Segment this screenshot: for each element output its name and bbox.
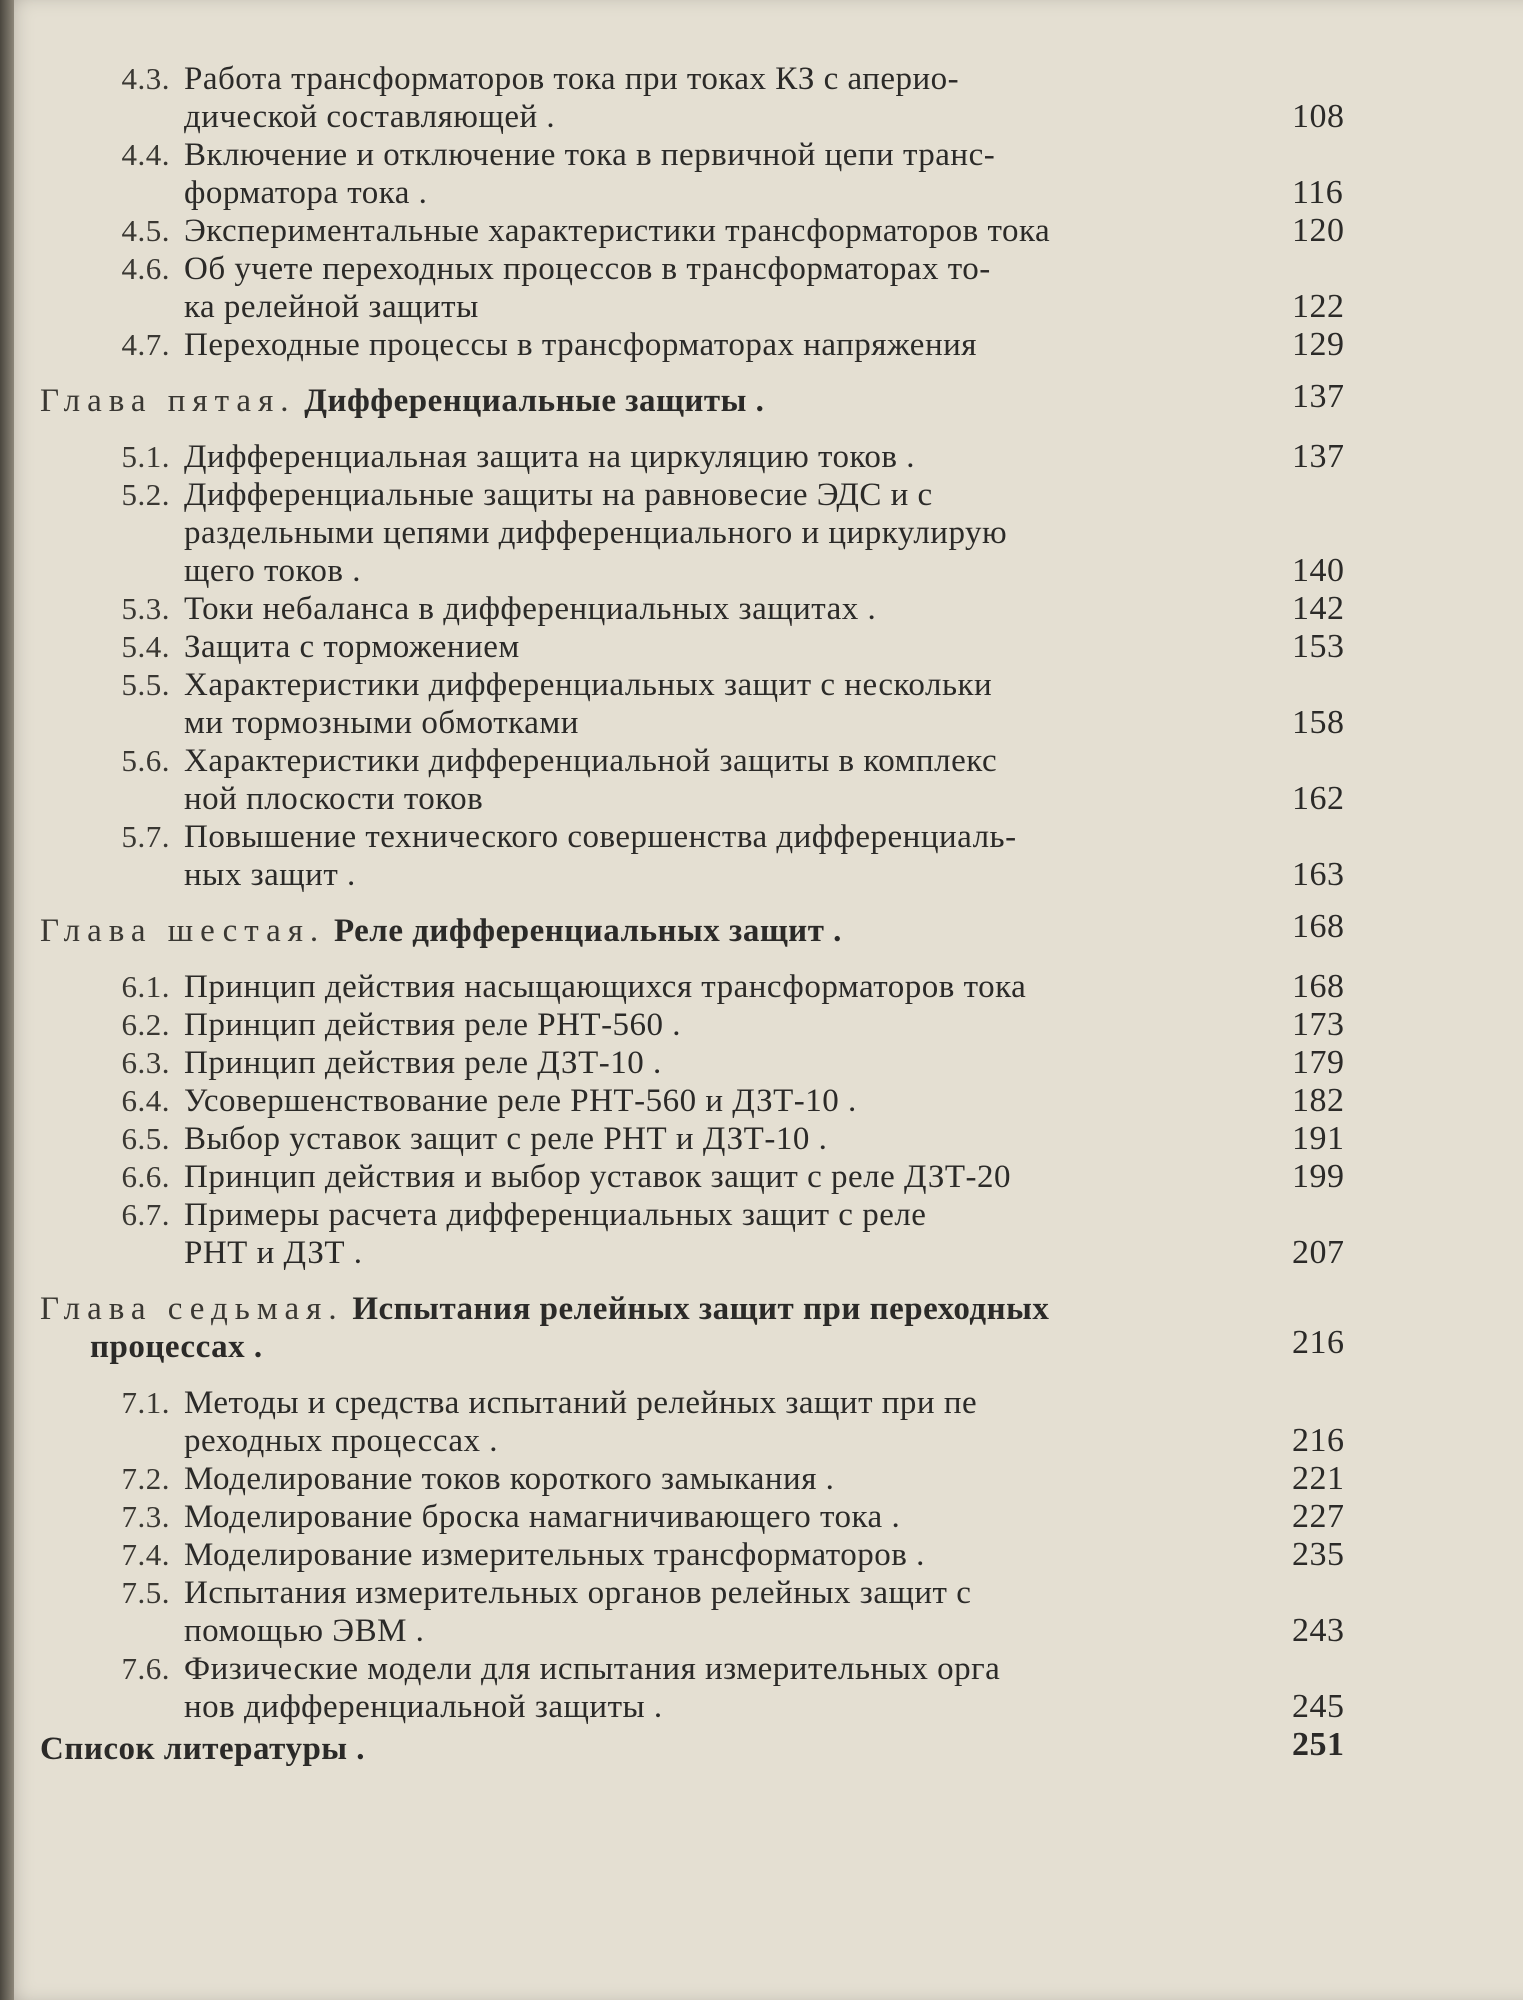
section-title (184, 1650, 1254, 1726)
page-number: 207 (1292, 1234, 1345, 1271)
toc-entry (40, 1120, 1370, 1158)
page-number: 142 (1292, 590, 1345, 627)
chapter-name: Реле дифференциальных защит . (333, 913, 842, 949)
section-number: 5.7. (121, 819, 170, 854)
page-number: 153 (1292, 628, 1345, 665)
page-number: 251 (1292, 1726, 1345, 1763)
section-title-line: Испытания измерительных органов релейных защит с (184, 1575, 972, 1611)
page-number: 168 (1292, 908, 1345, 945)
toc-entry (40, 1082, 1370, 1120)
toc-entry (40, 1574, 1370, 1650)
section-number: 6.7. (121, 1197, 170, 1232)
section-title (184, 1044, 1254, 1082)
page-number: 129 (1292, 326, 1345, 363)
book-spine (0, 0, 14, 2000)
section-number: 7.1. (121, 1385, 170, 1420)
toc-entry (40, 968, 1370, 1006)
page-number: 179 (1292, 1044, 1345, 1081)
section-title (184, 1498, 1254, 1536)
bibliography-entry (40, 1726, 1370, 1768)
page-number: 245 (1292, 1688, 1345, 1725)
section-number: 4.7. (121, 327, 170, 362)
chapter-label: Глава шестая. (40, 913, 326, 949)
section-title (184, 590, 1254, 628)
chapter-title (40, 382, 1240, 420)
section-title-line: ка релейной защиты (184, 289, 479, 325)
section-title-line: Об учете переходных процессов в трансформаторах то- (184, 251, 991, 287)
section-title-line: раздельными цепями дифференциального и циркулирую (184, 515, 1008, 551)
chapter-name: Испытания релейных защит при переходных (352, 1291, 1050, 1327)
page-number: 191 (1292, 1120, 1345, 1157)
section-number: 6.5. (121, 1121, 170, 1156)
toc-entry (40, 438, 1370, 476)
section-number: 6.2. (121, 1007, 170, 1042)
section-title-line: Защита с торможением (184, 629, 520, 665)
section-title (184, 212, 1254, 250)
toc-entry (40, 1498, 1370, 1536)
section-title-line: ных защит . (184, 857, 356, 893)
section-title-line: Принцип действия и выбор уставок защит с реле ДЗТ-20 (184, 1159, 1012, 1195)
toc-entry (40, 476, 1370, 590)
section-title-line: Принцип действия насыщающихся трансформаторов тока (184, 969, 1027, 1005)
toc-entry (40, 1196, 1370, 1272)
section-title-line: Выбор уставок защит с реле РНТ и ДЗТ-10 . (184, 1121, 828, 1157)
section-title-line: Характеристики дифференциальных защит с нескольки (184, 667, 993, 703)
section-title (184, 1120, 1254, 1158)
chapter-title (40, 912, 1240, 950)
toc-entry (40, 326, 1370, 364)
section-number: 5.2. (121, 477, 170, 512)
section-number: 7.4. (121, 1537, 170, 1572)
toc-entry (40, 590, 1370, 628)
section-title (184, 818, 1254, 894)
chapter-title (40, 1290, 1240, 1366)
section-title (184, 60, 1254, 136)
section-title-line: щего токов . (184, 553, 361, 589)
chapter-heading (40, 1290, 1370, 1366)
toc-entry (40, 1006, 1370, 1044)
page-number: 140 (1292, 552, 1345, 589)
section-number: 5.3. (121, 591, 170, 626)
section-title-line: Работа трансформаторов тока при токах КЗ с апериo- (184, 61, 960, 97)
page-number: 116 (1292, 174, 1344, 211)
page-number: 199 (1292, 1158, 1345, 1195)
section-number: 4.3. (121, 61, 170, 96)
section-title-line: Переходные процессы в трансформаторах напряжения (184, 327, 977, 363)
page-number: 235 (1292, 1536, 1345, 1573)
section-number: 6.4. (121, 1083, 170, 1118)
section-number: 5.6. (121, 743, 170, 778)
section-title (184, 1384, 1254, 1460)
section-title-line: Токи небаланса в дифференциальных защитах . (184, 591, 877, 627)
chapter-title-line (40, 912, 1240, 950)
section-title-line: реходных процессах . (184, 1423, 499, 1459)
section-title-line: Принцип действия реле ДЗТ-10 . (184, 1045, 662, 1081)
section-title (184, 1006, 1254, 1044)
toc-entry (40, 666, 1370, 742)
toc-entry (40, 136, 1370, 212)
page-number: 163 (1292, 856, 1345, 893)
section-title (184, 136, 1254, 212)
section-number: 7.2. (121, 1461, 170, 1496)
section-number: 7.6. (121, 1651, 170, 1686)
section-number: 6.6. (121, 1159, 170, 1194)
section-title (184, 1082, 1254, 1120)
section-number: 7.5. (121, 1575, 170, 1610)
page-number: 182 (1292, 1082, 1345, 1119)
section-title-line: ной плоскости токов (184, 781, 484, 817)
section-title-line: Моделирование измерительных трансформаторов . (184, 1537, 925, 1573)
chapter-name: Дифференциальные защиты . (304, 383, 765, 419)
section-title (184, 1460, 1254, 1498)
section-title-line: дической составляющей . (184, 99, 556, 135)
bibliography-name: литературы . (163, 1731, 366, 1767)
chapter-name-continued: процессах . (90, 1329, 263, 1365)
chapter-heading (40, 908, 1370, 950)
page-number: 216 (1292, 1324, 1345, 1361)
page-number: 173 (1292, 1006, 1345, 1043)
bibliography-label: Список (40, 1731, 156, 1767)
section-title (184, 628, 1254, 666)
page-number: 120 (1292, 212, 1345, 249)
page-number: 168 (1292, 968, 1345, 1005)
section-title-line: Включение и отключение тока в первичной цепи транс- (184, 137, 996, 173)
section-title (184, 666, 1254, 742)
section-title (184, 476, 1254, 590)
section-title (184, 1574, 1254, 1650)
page-number: 216 (1292, 1422, 1345, 1459)
chapter-heading (40, 378, 1370, 420)
toc-entry (40, 212, 1370, 250)
section-title-line: форматора тока . (184, 175, 428, 211)
section-number: 4.6. (121, 251, 170, 286)
section-title (184, 968, 1254, 1006)
toc-entry (40, 742, 1370, 818)
section-title-line: Экспериментальные характеристики трансформаторов тока (184, 213, 1051, 249)
toc-entry (40, 1650, 1370, 1726)
toc-entry (40, 60, 1370, 136)
section-title-line: Методы и средства испытаний релейных защит при пе (184, 1385, 978, 1421)
page-number: 162 (1292, 780, 1345, 817)
section-title (184, 1158, 1254, 1196)
chapter-title-line (40, 1290, 1240, 1328)
chapter-label: Глава седьмая. (40, 1291, 344, 1327)
section-title-line: Дифференциальная защита на циркуляцию токов . (184, 439, 915, 475)
section-number: 4.5. (121, 213, 170, 248)
section-title-line: помощью ЭВМ . (184, 1613, 425, 1649)
toc-entry (40, 1460, 1370, 1498)
section-title-line: Физические модели для испытания измерительных орга (184, 1651, 1001, 1687)
toc-entry (40, 1044, 1370, 1082)
section-title (184, 1196, 1254, 1272)
toc-entry (40, 1536, 1370, 1574)
page-number: 122 (1292, 288, 1345, 325)
chapter-label: Глава пятая. (40, 383, 296, 419)
toc-entry (40, 250, 1370, 326)
page-number: 221 (1292, 1460, 1345, 1497)
section-number: 5.5. (121, 667, 170, 702)
section-title-line: Принцип действия реле РНТ-560 . (184, 1007, 682, 1043)
section-number: 5.4. (121, 629, 170, 664)
page-number: 158 (1292, 704, 1345, 741)
page-number: 137 (1292, 438, 1345, 475)
section-number: 6.1. (121, 969, 170, 1004)
section-title (184, 326, 1254, 364)
section-number: 6.3. (121, 1045, 170, 1080)
page-number: 227 (1292, 1498, 1345, 1535)
page-number: 108 (1292, 98, 1345, 135)
chapter-title-line (40, 382, 1240, 420)
section-number: 4.4. (121, 137, 170, 172)
section-title (184, 250, 1254, 326)
section-title (184, 742, 1254, 818)
section-title-line: Моделирование броска намагничивающего тока . (184, 1499, 901, 1535)
bibliography-title (40, 1730, 1240, 1768)
toc-entry (40, 1384, 1370, 1460)
page-number: 137 (1292, 378, 1345, 415)
table-of-contents (40, 60, 1370, 1786)
toc-entry (40, 1158, 1370, 1196)
section-title-line: Характеристики дифференциальной защиты в комплекс (184, 743, 998, 779)
section-title-line: ми тормозными обмотками (184, 705, 579, 741)
toc-entry (40, 818, 1370, 894)
section-title-line: Моделирование токов короткого замыкания . (184, 1461, 835, 1497)
section-title (184, 1536, 1254, 1574)
section-title (184, 438, 1254, 476)
section-number: 7.3. (121, 1499, 170, 1534)
section-title-line: РНТ и ДЗТ . (184, 1235, 363, 1271)
section-title-line: Усовершенствование реле РНТ-560 и ДЗТ-10 . (184, 1083, 857, 1119)
section-title-line: нов дифференциальной защиты . (184, 1689, 663, 1725)
section-title-line: Дифференциальные защиты на равновесие ЭДС и с (184, 477, 933, 513)
section-number: 5.1. (121, 439, 170, 474)
section-title-line: Повышение технического совершенства дифференциаль- (184, 819, 1017, 855)
section-title-line: Примеры расчета дифференциальных защит с реле (184, 1197, 927, 1233)
toc-entry (40, 628, 1370, 666)
page-number: 243 (1292, 1612, 1345, 1649)
